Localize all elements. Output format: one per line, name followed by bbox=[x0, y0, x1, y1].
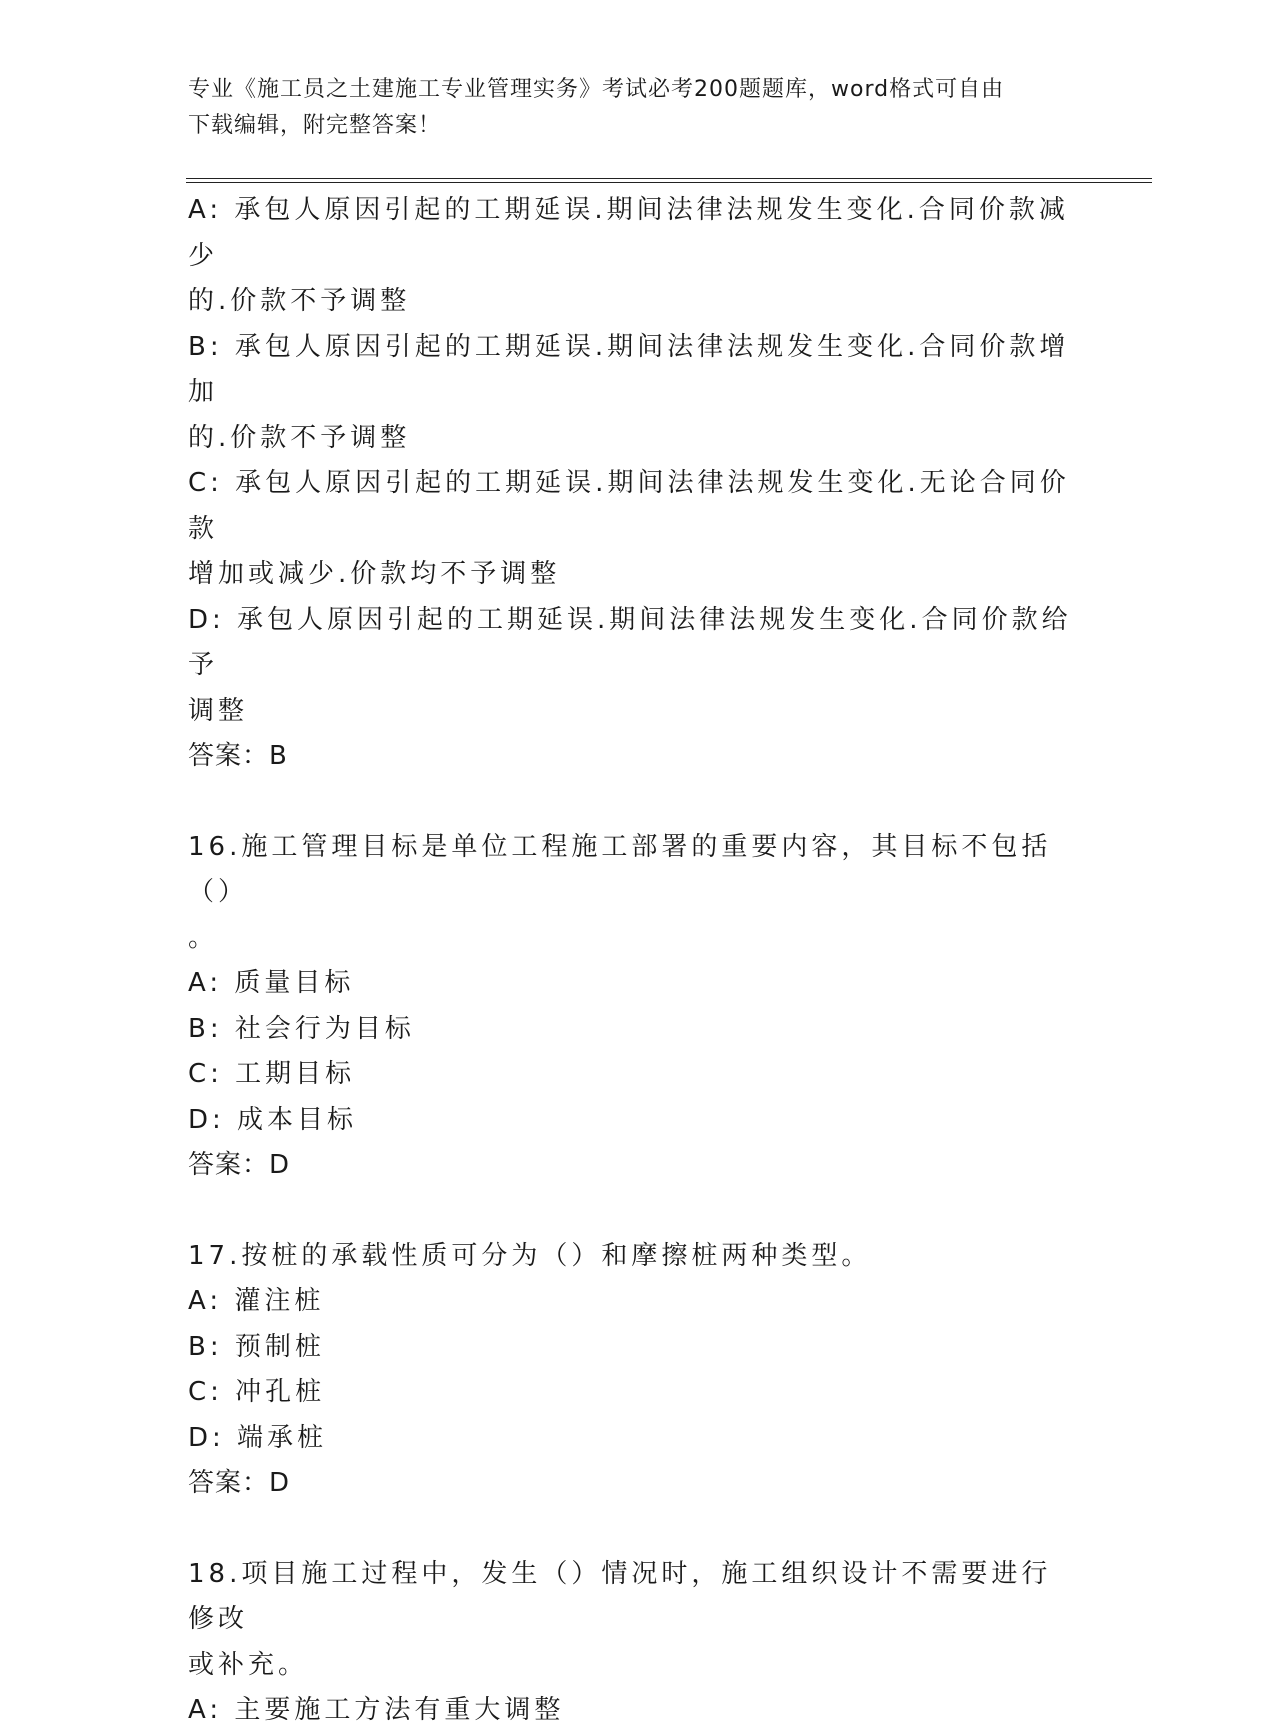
question-18-block bbox=[188, 1552, 1078, 1734]
q15-answer: 答案：B bbox=[188, 741, 288, 771]
q15-option-b-line-2: 的.价款不予调整 bbox=[188, 422, 411, 453]
spacer bbox=[188, 1189, 1078, 1234]
spacer bbox=[188, 1507, 1078, 1552]
q18-question-line-1: 18.项目施工过程中，发生（）情况时，施工组织设计不需要进行修改 bbox=[188, 1558, 1052, 1634]
q17-option-b: B: 预制桩 bbox=[188, 1331, 325, 1362]
q16-answer: 答案：D bbox=[188, 1150, 291, 1180]
q17-option-c: C: 冲孔桩 bbox=[188, 1377, 326, 1407]
question-16-block bbox=[188, 825, 1078, 1189]
q17-answer: 答案：D bbox=[188, 1468, 291, 1498]
q15-option-a-line-1: A: 承包人原因引起的工期延误.期间法律法规发生变化.合同价款减少 bbox=[188, 195, 1069, 271]
document-body bbox=[188, 188, 1078, 1734]
header-line-1: 专业《施工员之土建施工专业管理实务》考试必考200题题库，word格式可自由 bbox=[188, 77, 1005, 102]
q18-option-a: A: 主要施工方法有重大调整 bbox=[188, 1695, 565, 1725]
q16-option-a: A: 质量目标 bbox=[188, 968, 355, 998]
q17-option-d: D: 端承桩 bbox=[188, 1422, 328, 1453]
q15-option-c-line-2: 增加或减少.价款均不予调整 bbox=[188, 559, 561, 589]
header-line-2: 下载编辑，附完整答案！ bbox=[188, 113, 442, 138]
header-divider bbox=[186, 178, 1152, 183]
question-15-block bbox=[188, 188, 1078, 780]
q16-question-line-1: 16.施工管理目标是单位工程施工部署的重要内容，其目标不包括（） bbox=[188, 831, 1052, 907]
q18-question-line-2: 或补充。 bbox=[188, 1649, 309, 1680]
q15-option-c-line-1: C: 承包人原因引起的工期延误.期间法律法规发生变化.无论合同价款 bbox=[188, 468, 1070, 544]
q15-option-a-line-2: 的.价款不予调整 bbox=[188, 286, 411, 316]
q16-question-line-2: 。 bbox=[188, 922, 219, 953]
q15-option-d-line-1: D: 承包人原因引起的工期延误.期间法律法规发生变化.合同价款给予 bbox=[188, 604, 1072, 680]
q15-option-d-line-2: 调整 bbox=[188, 695, 249, 726]
q17-option-a: A: 灌注桩 bbox=[188, 1286, 325, 1316]
question-17-block bbox=[188, 1234, 1078, 1507]
document-header bbox=[188, 72, 1068, 144]
q16-option-c: C: 工期目标 bbox=[188, 1059, 356, 1089]
q16-option-d: D: 成本目标 bbox=[188, 1104, 358, 1135]
q15-option-b-line-1: B: 承包人原因引起的工期延误.期间法律法规发生变化.合同价款增加 bbox=[188, 331, 1070, 407]
spacer bbox=[188, 780, 1078, 825]
q17-question: 17.按桩的承载性质可分为（）和摩擦桩两种类型。 bbox=[188, 1240, 872, 1271]
q16-option-b: B: 社会行为目标 bbox=[188, 1013, 415, 1044]
